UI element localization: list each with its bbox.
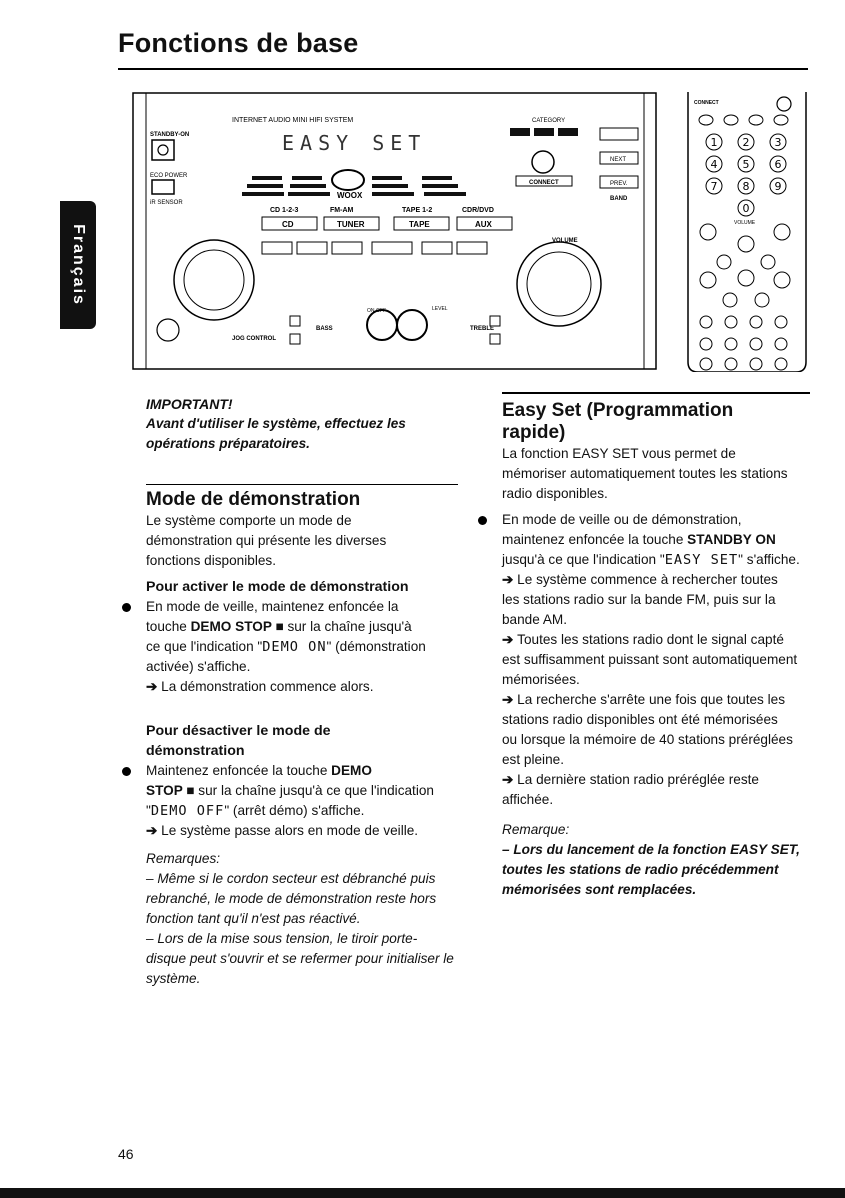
remote-digit: 2 <box>742 136 750 149</box>
result-line: ➔ La démonstration commence alors. <box>146 679 374 694</box>
step-line: ce que l'indication "DEMO ON" (démonstration <box>146 639 426 655</box>
language-tab-label: Français <box>70 224 87 306</box>
arrow-icon: ➔ <box>502 692 518 707</box>
jog-control-label: JOG CONTROL <box>232 336 277 342</box>
volume-label: VOLUME <box>552 238 578 244</box>
deactivate-heading: Pour désactiver le mode de <box>146 723 331 739</box>
left-column <box>118 396 458 989</box>
system-front-panel-illustration <box>132 92 657 370</box>
demo-stop-key: STOP ■ <box>146 783 195 798</box>
result-line: est pleine. <box>502 752 564 767</box>
treble-label: TREBLE <box>470 326 494 332</box>
remote-digit: 8 <box>742 180 750 193</box>
lcd-demo-off: DEMO OFF <box>150 803 225 819</box>
activate-heading: Pour activer le mode de démonstration <box>146 579 409 595</box>
brand-line: INTERNET AUDIO MINI HIFI SYSTEM <box>232 117 354 124</box>
step-line: maintenez enfoncée la touche STANDBY ON <box>502 532 776 547</box>
easyset-section-title: rapide) <box>502 422 566 443</box>
demo-stop-key: DEMO STOP ■ <box>190 619 284 634</box>
result-line: ➔ La recherche s'arrête une fois que toutes les <box>502 692 786 707</box>
connect-label: CONNECT <box>529 180 559 186</box>
result-line: les stations radio sur la bande FM, puis sur la <box>502 592 776 607</box>
important-heading: IMPORTANT! <box>146 396 233 412</box>
step-line: jusqu'à ce que l'indication "EASY SET" s'affiche. <box>502 552 800 568</box>
eco-power-label: ECO POWER <box>150 173 188 179</box>
source-label: CD 1-2-3 <box>270 207 299 214</box>
remark-line: – Lors du lancement de la fonction EASY SET, <box>502 842 800 857</box>
remark-line: rebranché, le mode de démonstration reste hors <box>146 891 437 906</box>
remote-digit: 0 <box>742 202 750 215</box>
remark-line: fonction tant qu'il n'est pas réactivé. <box>146 911 361 926</box>
title-rule <box>118 68 808 70</box>
step-line: En mode de veille ou de démonstration, <box>502 512 742 527</box>
remark-line: toutes les stations de radio précédemment <box>502 862 779 877</box>
remark-heading: Remarque: <box>502 822 570 837</box>
bottom-bar <box>0 1188 845 1198</box>
display-text: EASY SET <box>282 131 427 155</box>
easyset-step <box>480 510 810 810</box>
remark-line: – Lors de la mise sous tension, le tiroir porte- <box>146 931 418 946</box>
easyset-intro-line: La fonction EASY SET vous permet de <box>502 446 736 461</box>
demo-intro-line: Le système comporte un mode de <box>146 513 352 528</box>
demo-intro-line: fonctions disponibles. <box>146 553 276 568</box>
remark-line: disque peut s'ouvrir et se refermer pour initialiser le <box>146 951 454 966</box>
remarks-heading: Remarques: <box>146 851 221 866</box>
result-line: ➔ Le système commence à rechercher toutes <box>502 572 778 587</box>
source-label: TAPE 1-2 <box>402 207 433 214</box>
section-rule <box>502 392 810 394</box>
easyset-section-title: Easy Set (Programmation <box>502 400 734 421</box>
source-label: CDR/DVD <box>462 207 494 214</box>
important-line: opérations préparatoires. <box>146 436 310 451</box>
easyset-intro-line: radio disponibles. <box>502 486 608 501</box>
bullet-icon <box>122 603 131 612</box>
aux-button: AUX <box>475 220 492 229</box>
step-line: STOP ■ sur la chaîne jusqu'à ce que l'indication <box>146 783 434 798</box>
arrow-icon: ➔ <box>146 679 162 694</box>
on-off-label: ON-OFF <box>367 308 387 314</box>
result-line: affichée. <box>502 792 554 807</box>
important-line: Avant d'utiliser le système, effectuez les <box>146 416 406 431</box>
remote-digit: 9 <box>774 180 782 193</box>
result-line: ➔ Le système passe alors en mode de veille. <box>146 823 419 838</box>
result-line: ou lorsque la mémoire de 40 stations préréglées <box>502 732 793 747</box>
remote-connect-label: CONNECT <box>694 100 719 106</box>
arrow-icon: ➔ <box>146 823 162 838</box>
tuner-button: TUNER <box>337 220 365 229</box>
step-line: En mode de veille, maintenez enfoncée la <box>146 599 399 614</box>
next-label: NEXT <box>610 157 627 163</box>
language-tab <box>60 201 96 329</box>
arrow-icon: ➔ <box>502 572 518 587</box>
cd-button: CD <box>282 220 294 229</box>
result-line: mémorisées. <box>502 672 580 687</box>
result-line: ➔ Toutes les stations radio dont le signal capté <box>502 632 784 647</box>
result-line: ➔ La dernière station radio préréglée reste <box>502 772 759 787</box>
deactivate-step <box>118 761 458 841</box>
remote-control-illustration <box>686 92 808 372</box>
easyset-intro-line: mémoriser automatiquement toutes les stations <box>502 466 788 481</box>
bass-label: BASS <box>316 326 333 332</box>
step-line: touche DEMO STOP ■ sur la chaîne jusqu'à <box>146 619 412 634</box>
result-line: est suffisamment puissant sont automatiquement <box>502 652 798 667</box>
remote-digit: 3 <box>774 136 782 149</box>
standby-label: STANDBY-ON <box>150 132 190 138</box>
level-label: LEVEL <box>432 306 448 312</box>
deactivate-heading: démonstration <box>146 743 245 759</box>
remote-digit: 5 <box>742 158 750 171</box>
ir-sensor-label: iR SENSOR <box>150 200 183 206</box>
remote-volume-label: VOLUME <box>734 220 756 226</box>
source-label: FM-AM <box>330 207 354 214</box>
remark-line: système. <box>146 971 201 986</box>
section-rule <box>146 484 458 485</box>
demo-intro-line: démonstration qui présente les diverses <box>146 533 387 548</box>
remarks-block <box>146 849 458 989</box>
bullet-icon <box>478 516 487 525</box>
remote-digit: 6 <box>774 158 782 171</box>
woox-logo: WOOX <box>337 191 363 200</box>
remote-digit: 7 <box>710 180 718 193</box>
step-line: Maintenez enfoncée la touche DEMO <box>146 763 372 778</box>
result-line: bande AM. <box>502 612 567 627</box>
activate-step <box>118 597 458 697</box>
step-line: activée) s'affiche. <box>146 659 251 674</box>
page-number: 46 <box>118 1146 134 1162</box>
standby-on-key: STANDBY ON <box>687 532 776 547</box>
remark-line: – Même si le cordon secteur est débranché puis <box>146 871 436 886</box>
page-title: Fonctions de base <box>118 28 359 58</box>
easyset-remark-block <box>502 820 810 900</box>
result-line: stations radio disponibles ont été mémorisées <box>502 712 778 727</box>
category-label: CATEGORY <box>532 118 566 124</box>
lcd-easy-set: EASY SET <box>664 552 739 568</box>
right-column <box>480 392 810 900</box>
arrow-icon: ➔ <box>502 772 518 787</box>
band-label: BAND <box>610 196 628 202</box>
remark-line: mémorisées sont remplacées. <box>502 882 697 897</box>
remote-digit: 4 <box>710 158 718 171</box>
step-line: "DEMO OFF" (arrêt démo) s'affiche. <box>146 803 365 819</box>
lcd-demo-on: DEMO ON <box>262 639 327 655</box>
demo-section-title: Mode de démonstration <box>146 489 361 510</box>
prev-label: PREV. <box>610 181 628 187</box>
remote-digit: 1 <box>710 136 718 149</box>
bullet-icon <box>122 767 131 776</box>
arrow-icon: ➔ <box>502 632 518 647</box>
tape-button: TAPE <box>409 220 430 229</box>
